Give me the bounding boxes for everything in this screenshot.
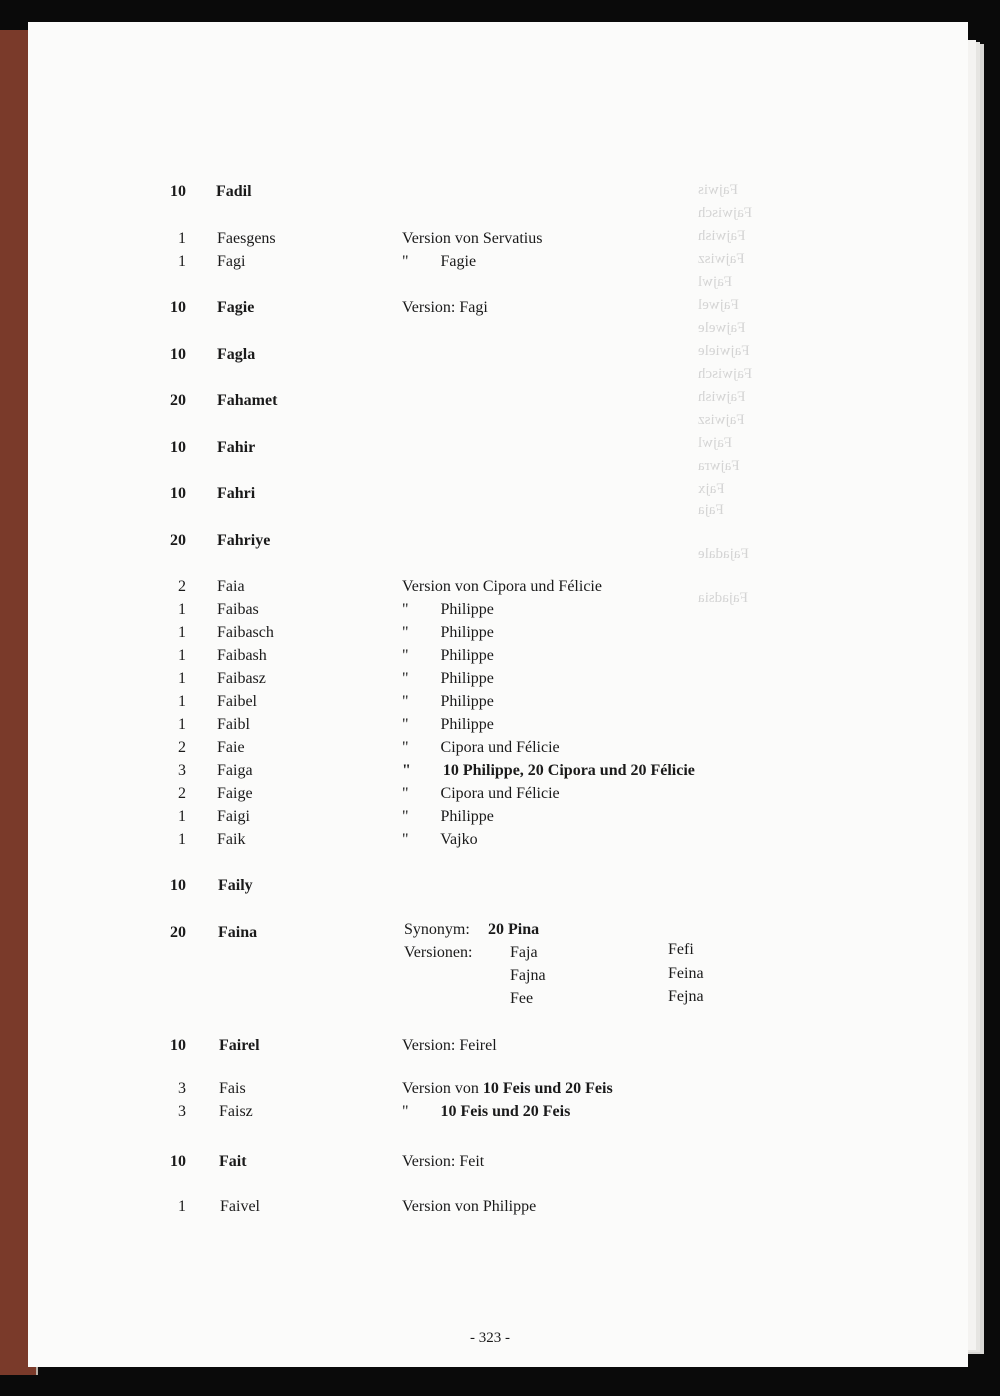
entry-count: 20 bbox=[170, 392, 186, 409]
entry-description: " 10 Philippe, 20 Cipora und 20 Félicie bbox=[402, 762, 695, 779]
entry-count: 1 bbox=[178, 670, 186, 687]
entry-count: 20 bbox=[170, 532, 186, 549]
entry-count: 10 bbox=[170, 1037, 186, 1054]
bleed-through-text: Fajwiele bbox=[698, 343, 750, 359]
entry-description: " Fagie bbox=[402, 253, 477, 270]
faina-synonym-value: 20 Pina bbox=[488, 921, 540, 938]
entry-description: Version von 10 Feis und 20 Feis bbox=[402, 1080, 613, 1097]
entry-name: Fait bbox=[219, 1153, 247, 1170]
faina-version: Fejna bbox=[668, 988, 704, 1005]
entry-description: " Philippe bbox=[402, 624, 494, 641]
entry-count: 1 bbox=[178, 831, 186, 848]
entry-name: Faibasch bbox=[217, 624, 274, 641]
entry-name: Fadil bbox=[216, 183, 252, 200]
entry-description: Version von Cipora und Félicie bbox=[402, 578, 602, 595]
entry-count: 10 bbox=[170, 1153, 186, 1170]
bleed-through-text: Fajx bbox=[698, 481, 725, 497]
entry-count: 1 bbox=[178, 253, 186, 270]
entry-description: " Philippe bbox=[402, 601, 494, 618]
book-page bbox=[28, 22, 968, 1367]
entry-count: 3 bbox=[178, 762, 186, 779]
faina-version: Fee bbox=[510, 990, 534, 1007]
faina-versions-label: Versionen: bbox=[404, 944, 473, 961]
entry-name: Fahri bbox=[217, 485, 256, 502]
entry-count: 1 bbox=[178, 693, 186, 710]
entry-name: Fagie bbox=[217, 299, 255, 316]
entry-name: Faie bbox=[217, 739, 245, 756]
entry-name: Faibl bbox=[217, 716, 250, 733]
bleed-through-text: Fajwis bbox=[698, 182, 739, 198]
bleed-through-text: Fajwele bbox=[698, 320, 746, 336]
entry-description: Version von Servatius bbox=[402, 230, 543, 247]
bleed-through-text: Fajwisch bbox=[698, 205, 753, 221]
entry-name: Faia bbox=[217, 578, 245, 595]
faina-version: Faja bbox=[510, 944, 538, 961]
entry-count: 3 bbox=[178, 1103, 186, 1120]
entry-count: 1 bbox=[178, 716, 186, 733]
entry-description: " Philippe bbox=[402, 693, 494, 710]
faina-version: Feina bbox=[668, 965, 704, 982]
entry-name: Faibash bbox=[217, 647, 267, 664]
entry-count: 2 bbox=[178, 739, 186, 756]
entry-count: 10 bbox=[170, 485, 186, 502]
entry-description: " Philippe bbox=[402, 670, 494, 687]
entry-description: " Philippe bbox=[402, 716, 494, 733]
entry-description: Version: Feit bbox=[402, 1153, 485, 1170]
entry-name: Faibasz bbox=[217, 670, 266, 687]
bleed-through-text: Fajwl bbox=[698, 435, 733, 451]
entry-count: 1 bbox=[178, 808, 186, 825]
bleed-through-text: Fajwish bbox=[698, 389, 746, 405]
faina-version: Fajna bbox=[510, 967, 546, 984]
bleed-through-text: Fajwl bbox=[698, 274, 733, 290]
entry-description: Version von Philippe bbox=[402, 1198, 537, 1215]
entry-name: Faik bbox=[217, 831, 246, 848]
bleed-through-text: Fajadale bbox=[698, 546, 749, 562]
entry-count: 2 bbox=[178, 785, 186, 802]
entry-name: Fahir bbox=[217, 439, 256, 456]
entry-name: Faesgens bbox=[217, 230, 276, 247]
entry-name: Faibas bbox=[217, 601, 259, 618]
entry-count: 1 bbox=[178, 647, 186, 664]
bleed-through-text: Fajadsia bbox=[698, 590, 748, 606]
page-number: - 323 - bbox=[470, 1330, 510, 1346]
entry-name: Fais bbox=[219, 1080, 246, 1097]
entry-description: Version: Fagi bbox=[402, 299, 488, 316]
bleed-through-text: Fajwisz bbox=[698, 251, 745, 267]
entry-description: Version: Feirel bbox=[402, 1037, 497, 1054]
entry-description: " Philippe bbox=[402, 647, 494, 664]
entry-description: " Cipora und Félicie bbox=[402, 739, 560, 756]
entry-name: Fagi bbox=[217, 253, 246, 270]
entry-description: " Philippe bbox=[402, 808, 494, 825]
entry-count: 2 bbox=[178, 578, 186, 595]
bleed-through-text: Fajwisch bbox=[698, 366, 753, 382]
bleed-through-text: Fajwra bbox=[698, 458, 740, 474]
entry-count: 10 bbox=[170, 299, 186, 316]
bleed-through-text: Fajwel bbox=[698, 297, 739, 313]
entry-name: Faiga bbox=[217, 762, 253, 779]
entry-count: 10 bbox=[170, 346, 186, 363]
entry-name: Faigi bbox=[217, 808, 250, 825]
bleed-through-text: Faja bbox=[698, 502, 724, 518]
entry-count: 1 bbox=[178, 230, 186, 247]
entry-name: Fagla bbox=[217, 346, 256, 363]
entry-count: 10 bbox=[170, 439, 186, 456]
bleed-through-text: Fajwish bbox=[698, 228, 746, 244]
entry-count: 1 bbox=[178, 601, 186, 618]
entry-name: Faibel bbox=[217, 693, 257, 710]
faina-version: Fefi bbox=[668, 941, 694, 958]
entry-name: Fahamet bbox=[217, 392, 278, 409]
entry-description: " Cipora und Félicie bbox=[402, 785, 560, 802]
entry-description: " 10 Feis und 20 Feis bbox=[402, 1103, 571, 1120]
entry-name: Faina bbox=[218, 924, 258, 941]
bleed-through-text: Fajwisz bbox=[698, 412, 745, 428]
entry-name: Faily bbox=[218, 877, 253, 894]
entry-name: Faige bbox=[217, 785, 253, 802]
entry-name: Faisz bbox=[219, 1103, 253, 1120]
entry-name: Fairel bbox=[219, 1037, 260, 1054]
entry-name: Faivel bbox=[220, 1198, 260, 1215]
entry-count: 1 bbox=[178, 1198, 186, 1215]
entry-count: 20 bbox=[170, 924, 186, 941]
entry-name: Fahriye bbox=[217, 532, 271, 549]
entry-description: " Vajko bbox=[402, 831, 478, 848]
entry-count: 10 bbox=[170, 183, 186, 200]
entry-count: 1 bbox=[178, 624, 186, 641]
entry-count: 10 bbox=[170, 877, 186, 894]
entry-count: 3 bbox=[178, 1080, 186, 1097]
faina-synonym-label: Synonym: bbox=[404, 921, 470, 938]
